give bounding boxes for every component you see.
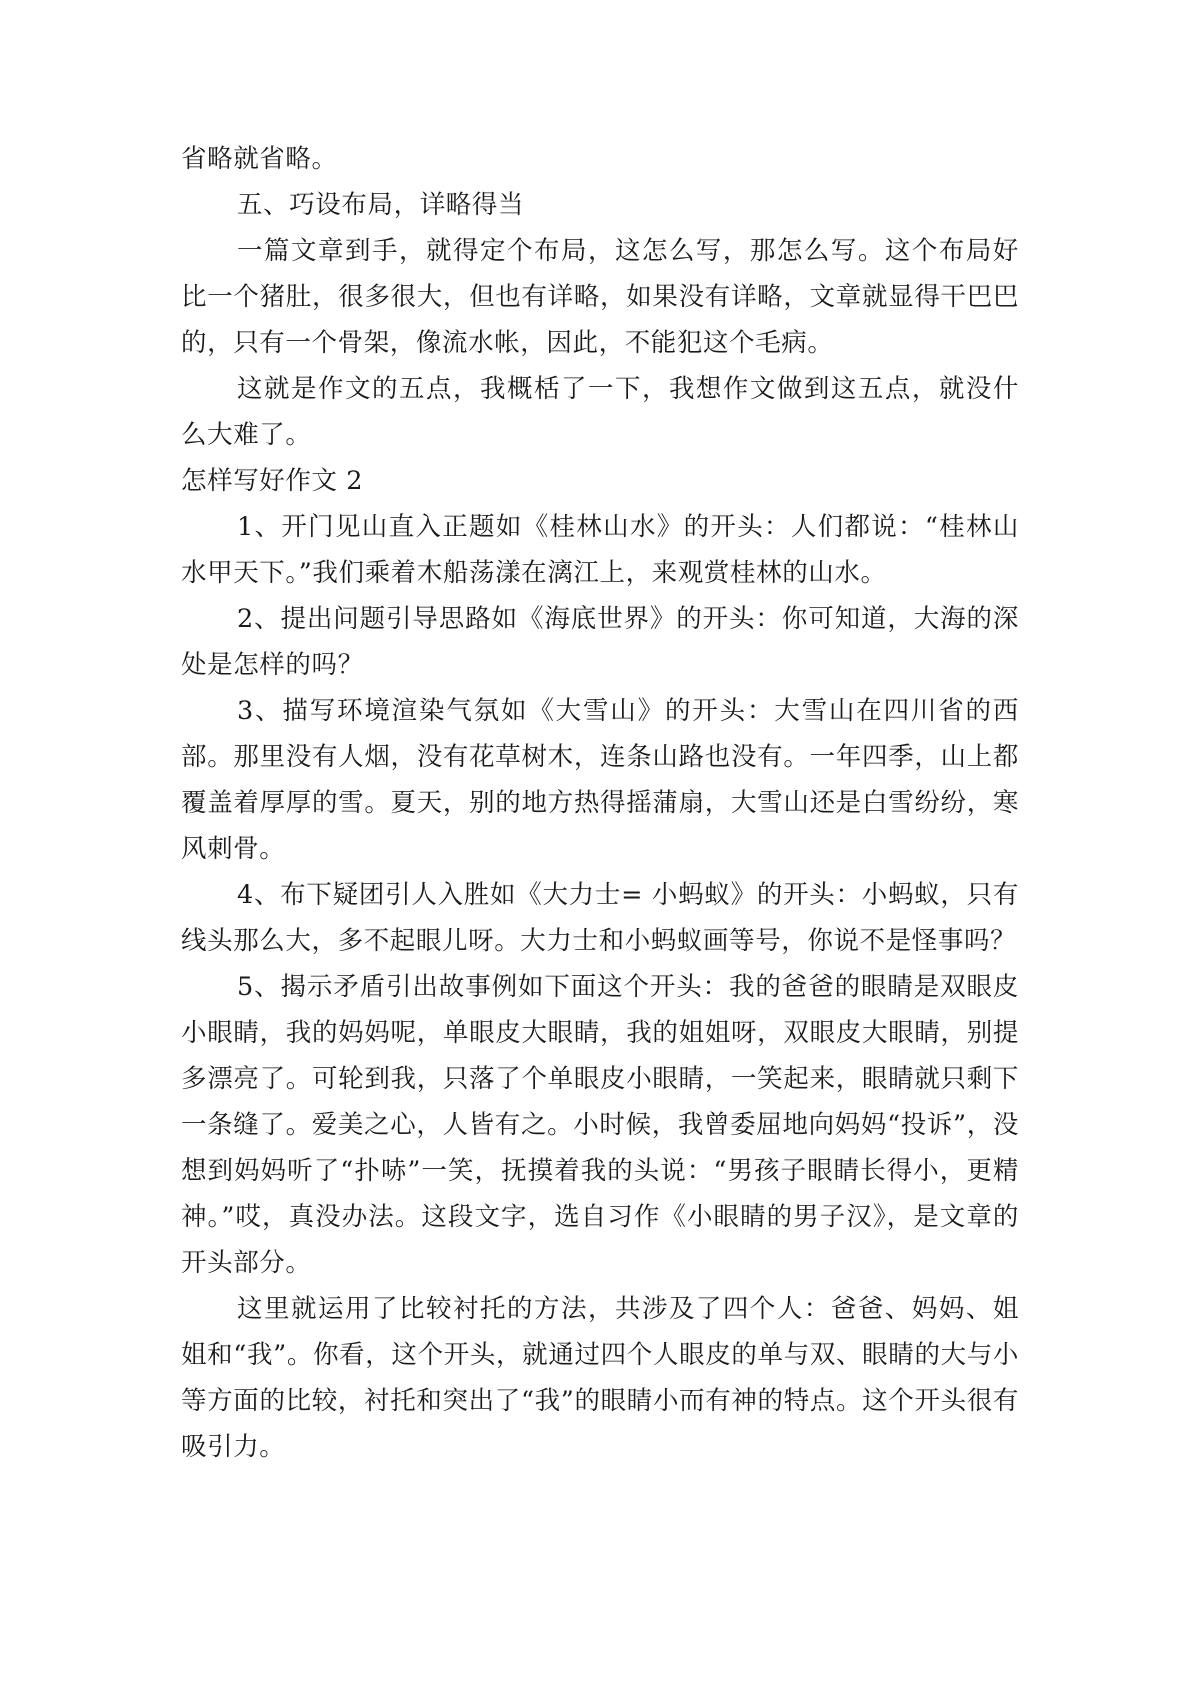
paragraph-item-1: 1、开门见山直入正题如《桂林山水》的开头：人们都说：“桂林山水甲天下。”我们乘着木船荡漾在漓江上，来观赏桂林的山水。 [181,512,1019,588]
paragraph-item-5: 5、揭示矛盾引出故事例如下面这个开头：我的爸爸的眼睛是双眼皮小眼睛，我的妈妈呢，单眼皮大眼睛，我的姐姐呀，双眼皮大眼睛，别提多漂亮了。可轮到我，只落了个单眼皮小眼睛，一笑起来，眼睛就只剩下一条缝了。爱美之心，人皆有之。小时候，我曾委屈地向妈妈“投诉”，没想到妈妈听了“扑哧”一笑，抚摸着我的头说：“男孩子眼睛长得小，更精神。”哎，真没办法。这段文字，选自习作《小眼睛的男子汉》，是文章的开头部分。 [181,972,1019,1278]
paragraph-item-2: 2、提出问题引导思路如《海底世界》的开头：你可知道，大海的深处是怎样的吗？ [181,604,1019,680]
paragraph-item-4: 4、布下疑团引人入胜如《大力士= 小蚂蚁》的开头：小蚂蚁，只有线头那么大，多不起眼儿呀。大力士和小蚂蚁画等号，你说不是怪事吗？ [181,880,1019,956]
paragraph-summary: 这就是作文的五点，我概栝了一下，我想作文做到这五点，就没什么大难了。 [181,374,1019,450]
paragraph-item-3: 3、描写环境渲染气氛如《大雪山》的开头：大雪山在四川省的西部。那里没有人烟，没有花草树木，连条山路也没有。一年四季，山上都覆盖着厚厚的雪。夏天，别的地方热得摇蒲扇，大雪山还是白雪纷纷，寒风刺骨。 [181,696,1019,864]
paragraph-layout: 一篇文章到手，就得定个布局，这怎么写，那怎么写。这个布局好比一个猪肚，很多很大，但也有详略，如果没有详略，文章就显得干巴巴的，只有一个骨架，像流水帐，因此，不能犯这个毛病。 [181,236,1019,358]
paragraph-continuation: 省略就省略。 [181,144,338,174]
section-title: 怎样写好作文 2 [181,466,364,496]
section-heading-five: 五、巧设布局，详略得当 [237,190,525,220]
document-body [181,136,1019,1470]
paragraph-comparison: 这里就运用了比较衬托的方法，共涉及了四个人：爸爸、妈妈、姐姐和“我”。你看，这个开头，就通过四个人眼皮的单与双、眼睛的大与小等方面的比较，衬托和突出了“我”的眼睛小而有神的特点。这个开头很有吸引力。 [181,1294,1019,1462]
